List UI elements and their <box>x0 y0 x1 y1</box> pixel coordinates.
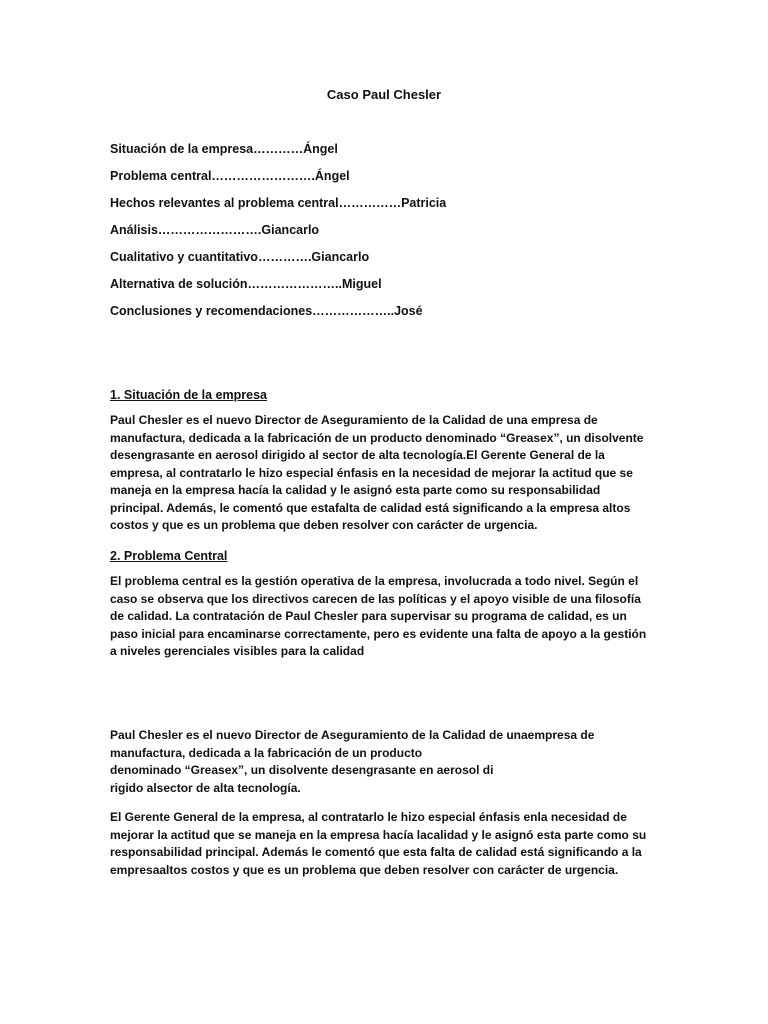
role-line: Problema central…………………….Ángel <box>110 169 350 183</box>
role-assignment-list <box>110 140 670 329</box>
paragraph-line: Paul Chesler es el nuevo Director de Aseguramiento de la Calidad de unaempresa de <box>110 728 595 742</box>
section-paragraph: El problema central es la gestión operativa de la empresa, involucrada a todo nivel. Según el caso se observa que los directivos carecen de las políticas y el apoyo visible de una filosofía de calidad. La contratación de Paul Chesler para supervisar su programa de calidad, es un paso inicial para encaminarse correctamente, pero es evidente una falta de apoyo a la gestión a niveles gerenciales visibles para la calidad <box>110 574 647 658</box>
paragraph-line: responsabilidad principal. Además le comentó que esta falta de calidad está significando a la <box>110 845 642 859</box>
section-situacion <box>110 386 650 535</box>
extra-paragraph-1 <box>110 727 650 797</box>
paragraph-line: empresaaltos costos y que es un problema que deben resolver con carácter de urgencia. <box>110 862 619 877</box>
role-line: Conclusiones y recomendaciones………………..José <box>110 304 423 318</box>
section-heading: 2. Problema Central <box>110 549 228 563</box>
paragraph-line: rigido alsector de alta tecnología. <box>110 780 301 795</box>
section-problema-central <box>110 547 650 661</box>
extra-paragraph-2 <box>110 809 650 879</box>
role-line: Alternativa de solución…………………..Miguel <box>110 277 382 291</box>
role-line: Situación de la empresa…………Ángel <box>110 142 338 156</box>
section-paragraph: Paul Chesler es el nuevo Director de Aseguramiento de la Calidad de una empresa de manufactura, dedicada a la fabricación de un producto denominado “Greasex”, un disolvente desengrasante en aerosol dirigido al sector de alta tecnología.El Gerente General de la empresa, al contratarlo le hizo especial énfasis en la necesidad de mejorar la actitud que se maneja en la empresa hacía la calidad y le asignó esta parte como su responsabilidad principal. Además, le comentó que estafalta de calidad está significando a la empresa altos costos y que es un problema que deben resolver con carácter de urgencia. <box>110 413 644 532</box>
paragraph-line: denominado “Greasex”, un disolvente desengrasante en aerosol di <box>110 763 494 777</box>
role-line: Análisis…………………….Giancarlo <box>110 223 320 237</box>
paragraph-line: manufactura, dedicada a la fabricación de un producto <box>110 745 423 760</box>
paragraph-line: El Gerente General de la empresa, al contratarlo le hizo especial énfasis enla necesidad de <box>110 810 627 824</box>
section-heading: 1. Situación de la empresa <box>110 388 268 402</box>
document-title: Caso Paul Chesler <box>326 87 442 102</box>
role-line: Hechos relevantes al problema central……………Patricia <box>110 196 447 210</box>
paragraph-line: mejorar la actitud que se maneja en la empresa hacía lacalidad y le asignó esta parte como su <box>110 827 647 842</box>
role-line: Cualitativo y cuantitativo………….Giancarlo <box>110 250 370 264</box>
